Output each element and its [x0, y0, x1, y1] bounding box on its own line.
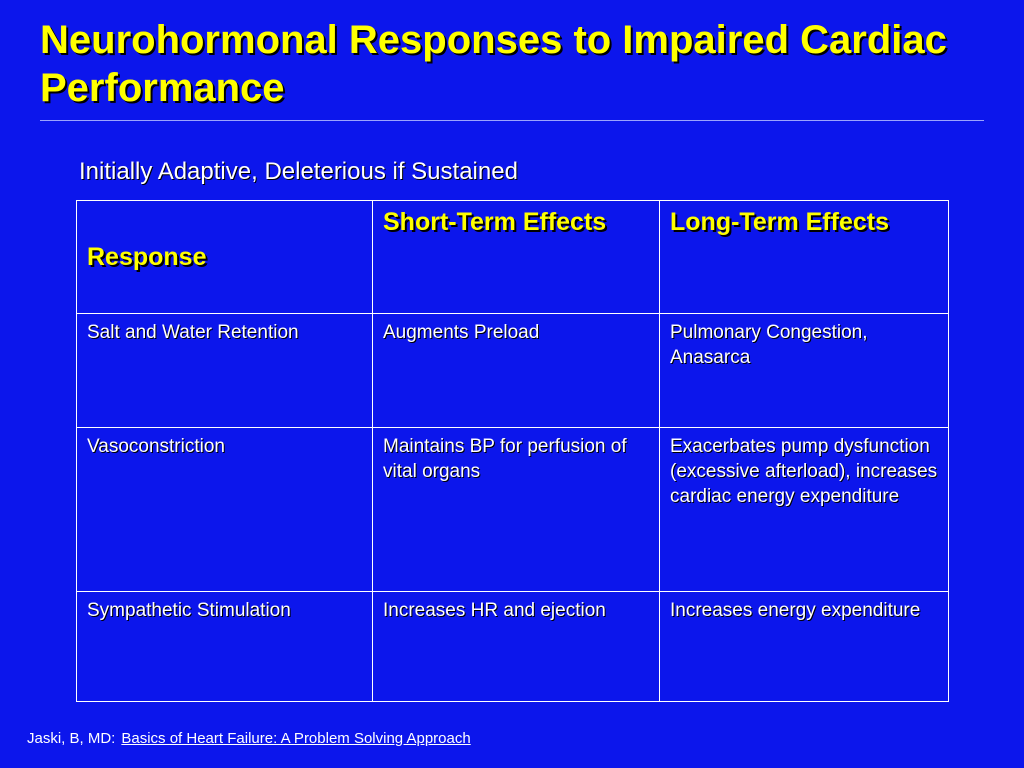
header-short-term-effects: Short-Term Effects	[373, 201, 660, 314]
table-row	[77, 314, 949, 428]
cell-short-term: Maintains BP for perfusion of vital organs	[373, 428, 660, 592]
citation-book-title: Basics of Heart Failure: A Problem Solving Approach	[121, 730, 471, 747]
citation	[27, 729, 471, 749]
cell-long-term: Increases energy expenditure	[660, 592, 949, 702]
effects-table	[76, 200, 949, 702]
cell-long-term: Exacerbates pump dysfunction (excessive afterload), increases cardiac energy expenditure	[660, 428, 949, 592]
cell-response: Salt and Water Retention	[77, 314, 373, 428]
table-row	[77, 428, 949, 592]
table-row	[77, 592, 949, 702]
slide-title: Neurohormonal Responses to Impaired Cardiac Performance	[40, 18, 947, 110]
cell-response: Vasoconstriction	[77, 428, 373, 592]
header-long-term-effects: Long-Term Effects	[660, 201, 949, 314]
table-header-row	[77, 201, 949, 314]
cell-short-term: Increases HR and ejection	[373, 592, 660, 702]
citation-author: Jaski, B, MD:	[27, 730, 116, 747]
title-divider	[40, 120, 984, 121]
header-response: Response	[77, 201, 373, 314]
cell-long-term: Pulmonary Congestion, Anasarca	[660, 314, 949, 428]
slide-subtitle: Initially Adaptive, Deleterious if Sustained	[79, 158, 518, 185]
cell-short-term: Augments Preload	[373, 314, 660, 428]
cell-response: Sympathetic Stimulation	[77, 592, 373, 702]
